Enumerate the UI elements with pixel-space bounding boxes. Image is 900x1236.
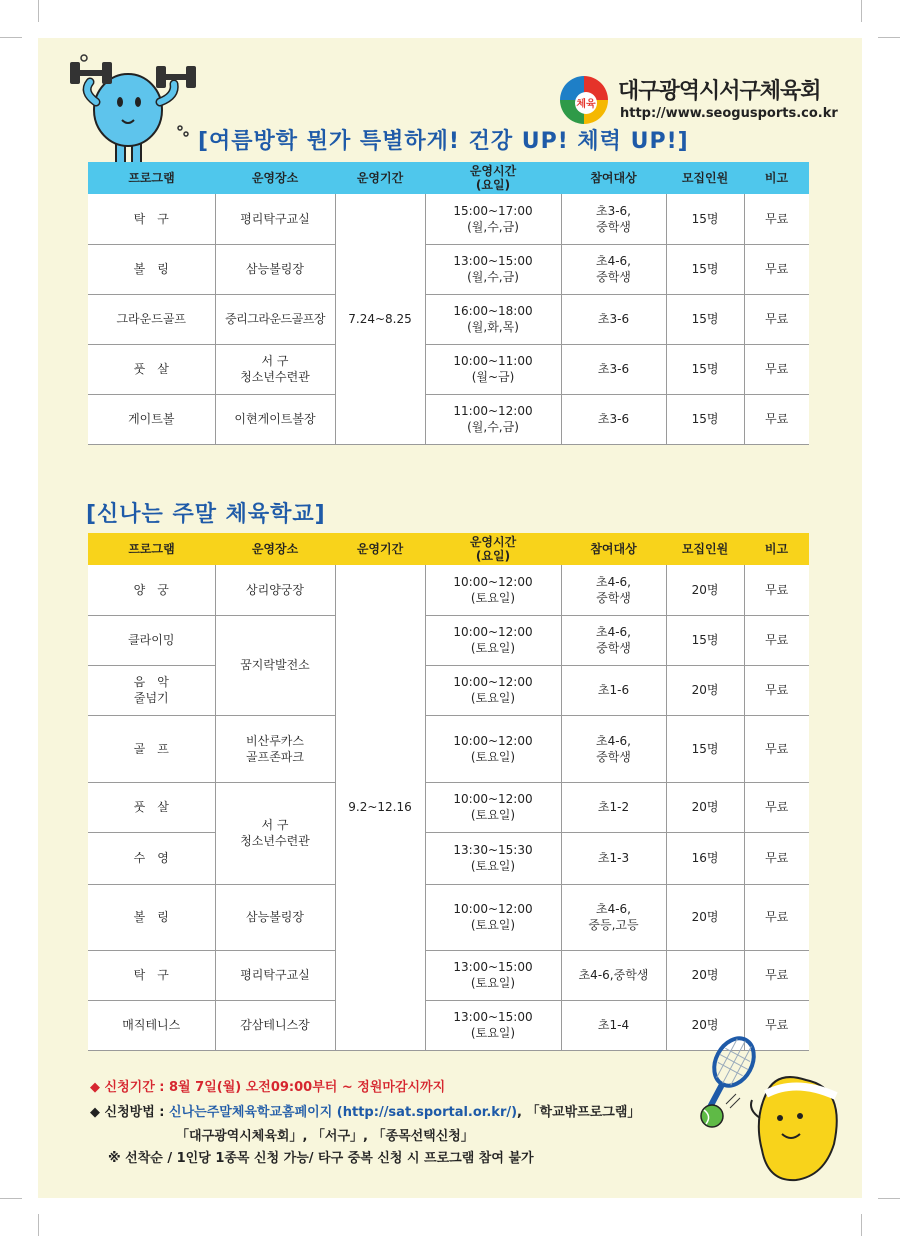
target-cell: 초3-6, 중학생	[561, 194, 666, 244]
venue-cell: 상리양궁장	[215, 565, 335, 615]
venue-cell: 평리탁구교실	[215, 194, 335, 244]
note-cell: 무료	[744, 394, 809, 444]
capacity-cell: 15명	[666, 294, 744, 344]
target-cell: 초3-6	[561, 294, 666, 344]
header-program: 프로그램	[88, 162, 215, 194]
period-cell: 9.2~12.16	[335, 565, 425, 1050]
application-period-text: 신청기간 : 8월 7일(월) 오전09:00부터 ~ 정원마감시까지	[104, 1080, 446, 1095]
program-cell: 음 악 줄넘기	[88, 665, 215, 715]
venue-cell: 꿈지락발전소	[215, 615, 335, 715]
venue-cell: 비산루카스 골프존파크	[215, 715, 335, 782]
weekend-program-title: [신나는 주말 체육학교]	[86, 502, 326, 527]
weekend-schedule-table	[88, 533, 809, 1051]
time-cell: 13:00~15:00 (토요일)	[425, 1000, 561, 1050]
note-cell: 무료	[744, 1000, 809, 1050]
venue-cell: 삼능볼링장	[215, 244, 335, 294]
application-method-tail: , 「학교밖프로그램」	[517, 1105, 641, 1120]
capacity-cell: 20명	[666, 1000, 744, 1050]
table-row	[88, 884, 809, 950]
table-row	[88, 344, 809, 394]
crop-mark	[878, 1198, 900, 1199]
venue-cell: 이현게이트볼장	[215, 394, 335, 444]
table-row	[88, 832, 809, 884]
note-cell: 무료	[744, 782, 809, 832]
time-cell: 10:00~12:00 (토요일)	[425, 615, 561, 665]
header-capacity: 모집인원	[666, 162, 744, 194]
time-cell: 13:00~15:00 (토요일)	[425, 950, 561, 1000]
note-cell: 무료	[744, 344, 809, 394]
crop-mark	[861, 0, 862, 22]
program-cell: 양 궁	[88, 565, 215, 615]
table-row	[88, 715, 809, 782]
program-cell: 볼 링	[88, 884, 215, 950]
crop-mark	[0, 37, 22, 38]
crop-mark	[878, 37, 900, 38]
venue-cell: 평리탁구교실	[215, 950, 335, 1000]
note-cell: 무료	[744, 244, 809, 294]
note-cell: 무료	[744, 832, 809, 884]
time-cell: 10:00~12:00 (토요일)	[425, 715, 561, 782]
time-cell: 10:00~12:00 (토요일)	[425, 665, 561, 715]
program-cell: 풋 살	[88, 782, 215, 832]
header-target: 참여대상	[561, 533, 666, 565]
program-cell: 볼 링	[88, 244, 215, 294]
time-cell: 13:00~15:00 (월,수,금)	[425, 244, 561, 294]
crop-mark	[861, 1214, 862, 1236]
organization-url: http://www.seogusports.co.kr	[620, 106, 838, 121]
program-cell: 수 영	[88, 832, 215, 884]
organization-logo	[556, 72, 856, 132]
application-method-line2: 「대구광역시체육회」, 「서구」, 「종목선택신청」	[176, 1129, 474, 1144]
note-cell: 무료	[744, 715, 809, 782]
time-cell: 15:00~17:00 (월,수,금)	[425, 194, 561, 244]
note-cell: 무료	[744, 665, 809, 715]
table-row	[88, 615, 809, 665]
organization-name: 대구광역시서구체육회	[618, 79, 821, 104]
target-cell: 초4-6, 중학생	[561, 244, 666, 294]
header-target: 참여대상	[561, 162, 666, 194]
time-cell: 16:00~18:00 (월,화,목)	[425, 294, 561, 344]
target-cell: 초4-6,중학생	[561, 950, 666, 1000]
header-period: 운영기간	[335, 533, 425, 565]
table-row	[88, 565, 809, 615]
header-time-line2: (요일)	[475, 549, 511, 563]
target-cell: 초4-6, 중학생	[561, 715, 666, 782]
target-cell: 초1-2	[561, 782, 666, 832]
emblem-text: 체육	[576, 99, 596, 110]
time-cell: 13:30~15:30 (토요일)	[425, 832, 561, 884]
capacity-cell: 15명	[666, 344, 744, 394]
capacity-cell: 15명	[666, 394, 744, 444]
capacity-cell: 15명	[666, 244, 744, 294]
target-cell: 초1-3	[561, 832, 666, 884]
application-period-line	[90, 1076, 445, 1095]
sports-council-emblem-icon	[556, 72, 612, 128]
note-cell: 무료	[744, 884, 809, 950]
venue-cell: 서 구 청소년수련관	[215, 344, 335, 394]
table-row	[88, 244, 809, 294]
program-cell: 매직테니스	[88, 1000, 215, 1050]
table-row	[88, 782, 809, 832]
note-cell: 무료	[744, 950, 809, 1000]
header-time	[425, 533, 561, 565]
time-cell: 11:00~12:00 (월,수,금)	[425, 394, 561, 444]
capacity-cell: 20명	[666, 665, 744, 715]
target-cell: 초1-4	[561, 1000, 666, 1050]
period-cell: 7.24~8.25	[335, 194, 425, 444]
header-note: 비고	[744, 533, 809, 565]
header-time	[425, 162, 561, 194]
capacity-cell: 16명	[666, 832, 744, 884]
summer-program-title: [여름방학 뭔가 특별하게! 건강 UP! 체력 UP!]	[198, 129, 689, 154]
venue-cell: 감삼테니스장	[215, 1000, 335, 1050]
target-cell: 초3-6	[561, 394, 666, 444]
time-cell: 10:00~12:00 (토요일)	[425, 565, 561, 615]
application-method-label: 신청방법 :	[104, 1105, 165, 1120]
program-cell: 탁 구	[88, 950, 215, 1000]
header-venue: 운영장소	[215, 162, 335, 194]
target-cell: 초4-6, 중등,고등	[561, 884, 666, 950]
bullet-icon: ◆	[90, 1105, 100, 1120]
crop-mark	[38, 0, 39, 22]
note-cell: 무료	[744, 565, 809, 615]
program-cell: 풋 살	[88, 344, 215, 394]
summer-schedule-table	[88, 162, 809, 445]
header-capacity: 모집인원	[666, 533, 744, 565]
table-header-row	[88, 162, 809, 194]
table-row	[88, 194, 809, 244]
application-method-line	[90, 1101, 640, 1120]
note-cell: 무료	[744, 615, 809, 665]
program-cell: 탁 구	[88, 194, 215, 244]
capacity-cell: 20명	[666, 782, 744, 832]
program-cell: 골 프	[88, 715, 215, 782]
program-cell: 게이트볼	[88, 394, 215, 444]
program-cell: 그라운드골프	[88, 294, 215, 344]
target-cell: 초3-6	[561, 344, 666, 394]
note-cell: 무료	[744, 294, 809, 344]
capacity-cell: 20명	[666, 950, 744, 1000]
dumbbell-mascot-illustration	[64, 52, 204, 176]
note-cell: 무료	[744, 194, 809, 244]
program-cell: 클라이밍	[88, 615, 215, 665]
capacity-cell: 20명	[666, 565, 744, 615]
target-cell: 초4-6, 중학생	[561, 565, 666, 615]
crop-mark	[38, 1214, 39, 1236]
time-cell: 10:00~12:00 (토요일)	[425, 884, 561, 950]
header-period: 운영기간	[335, 162, 425, 194]
header-note: 비고	[744, 162, 809, 194]
target-cell: 초4-6, 중학생	[561, 615, 666, 665]
time-cell: 10:00~12:00 (토요일)	[425, 782, 561, 832]
capacity-cell: 15명	[666, 715, 744, 782]
table-row	[88, 950, 809, 1000]
table-row	[88, 394, 809, 444]
application-warning: ※ 선착순 / 1인당 1종목 신청 가능/ 타구 중복 신청 시 프로그램 참여 불가	[108, 1151, 534, 1166]
crop-mark	[0, 1198, 22, 1199]
table-row	[88, 294, 809, 344]
capacity-cell: 20명	[666, 884, 744, 950]
header-time-line1: 운영시간	[469, 535, 517, 549]
application-homepage-link[interactable]: 신나는주말체육학교홈페이지 (http://sat.sportal.or.kr/)	[169, 1105, 518, 1120]
target-cell: 초1-6	[561, 665, 666, 715]
header-time-line2: (요일)	[475, 178, 511, 192]
venue-cell: 중리그라운드골프장	[215, 294, 335, 344]
time-cell: 10:00~11:00 (월~금)	[425, 344, 561, 394]
tennis-mascot-illustration	[696, 1034, 856, 1186]
capacity-cell: 15명	[666, 615, 744, 665]
header-time-line1: 운영시간	[469, 164, 517, 178]
table-header-row	[88, 533, 809, 565]
table-row	[88, 665, 809, 715]
capacity-cell: 15명	[666, 194, 744, 244]
header-venue: 운영장소	[215, 533, 335, 565]
bullet-icon: ◆	[90, 1080, 100, 1095]
header-program: 프로그램	[88, 533, 215, 565]
venue-cell: 서 구 청소년수련관	[215, 782, 335, 884]
venue-cell: 삼능볼링장	[215, 884, 335, 950]
